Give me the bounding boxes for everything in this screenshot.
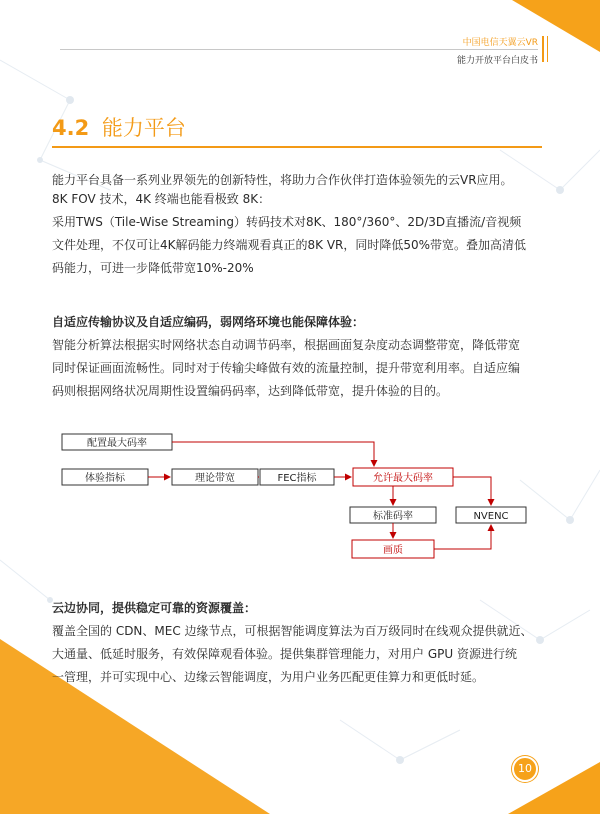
section-title-text: 能力平台 [101,116,186,140]
adaptive-line-2: 同时保证画面流畅性。同时对于传输尖峰做有效的流量控制，提升带宽利用率。自适应编 [52,361,521,375]
node-standard-rate-label: 标准码率 [373,511,413,522]
fov-heading: 8K FOV 技术，4K 终端也能看极致 8K： [52,192,271,206]
node-nvenc-label: NVENC [473,511,509,522]
header-bars-ornament [539,36,548,66]
section-title [52,112,186,142]
page-number: 10 [512,756,538,782]
bitrate-flow-diagram [60,430,530,565]
edge-allowed-nvenc [453,477,491,505]
node-theory-bw-label: 理论带宽 [195,473,235,484]
node-fec-label: FEC指标 [277,473,317,484]
adaptive-heading: 自适应传输协议及自适应编码，弱网络环境也能保障体验： [52,315,365,329]
cloud-edge-heading: 云边协同，提供稳定可靠的资源覆盖： [52,601,257,615]
edge-quality-nvenc [434,525,491,549]
adaptive-block [52,311,552,403]
fov-line-3: 码能力，可进一步降低带宽10%-20% [52,261,254,275]
fov-block [52,188,552,280]
node-config-max-label: 配置最大码率 [87,438,147,449]
section-number: 4.2 [52,116,90,140]
cloud-edge-line-2: 大通量、低延时服务，有效保障观看体验。提供集群管理能力，对用户 GPU 资源进行统 [52,647,517,661]
intro-paragraph: 能力平台具备一系列业界领先的创新特性，将助力合作伙伴打造体验领先的云VR应用。 [52,173,513,187]
edge-config-allowed [172,442,374,466]
fov-line-2: 文件处理，不仅可让4K解码能力终端观看真正的8K VR，同时降低50%带宽。叠加高清低 [52,238,527,252]
header-divider [60,49,538,50]
adaptive-line-1: 智能分析算法根据实时网络状态自动调节码率，根据画面复杂度动态调整带宽，降低带宽 [52,338,521,352]
title-underline [52,146,542,148]
cloud-edge-line-1: 覆盖全国的 CDN、MEC 边缘节点，可根据智能调度算法为百万级同时在线观众提供就近、 [52,624,533,638]
header-brand: 中国电信天翼云VR [462,38,538,48]
node-quality-label: 画质 [383,545,403,556]
cloud-edge-line-3: 一管理，并可实现中心、边缘云智能调度，为用户业务匹配更佳算力和更低时延。 [52,670,485,684]
node-experience-label: 体验指标 [85,473,125,484]
adaptive-line-3: 码则根据网络状况周期性设置编码码率，达到降低带宽，提升体验的目的。 [52,384,449,398]
node-allowed-max-label: 允许最大码率 [373,473,433,484]
header-subtitle: 能力开放平台白皮书 [456,56,538,66]
fov-line-1: 采用TWS（Tile-Wise Streaming）转码技术对8K、180°/360°、2D/3D直播流/音视频 [52,215,522,229]
cloud-edge-block [52,597,552,689]
